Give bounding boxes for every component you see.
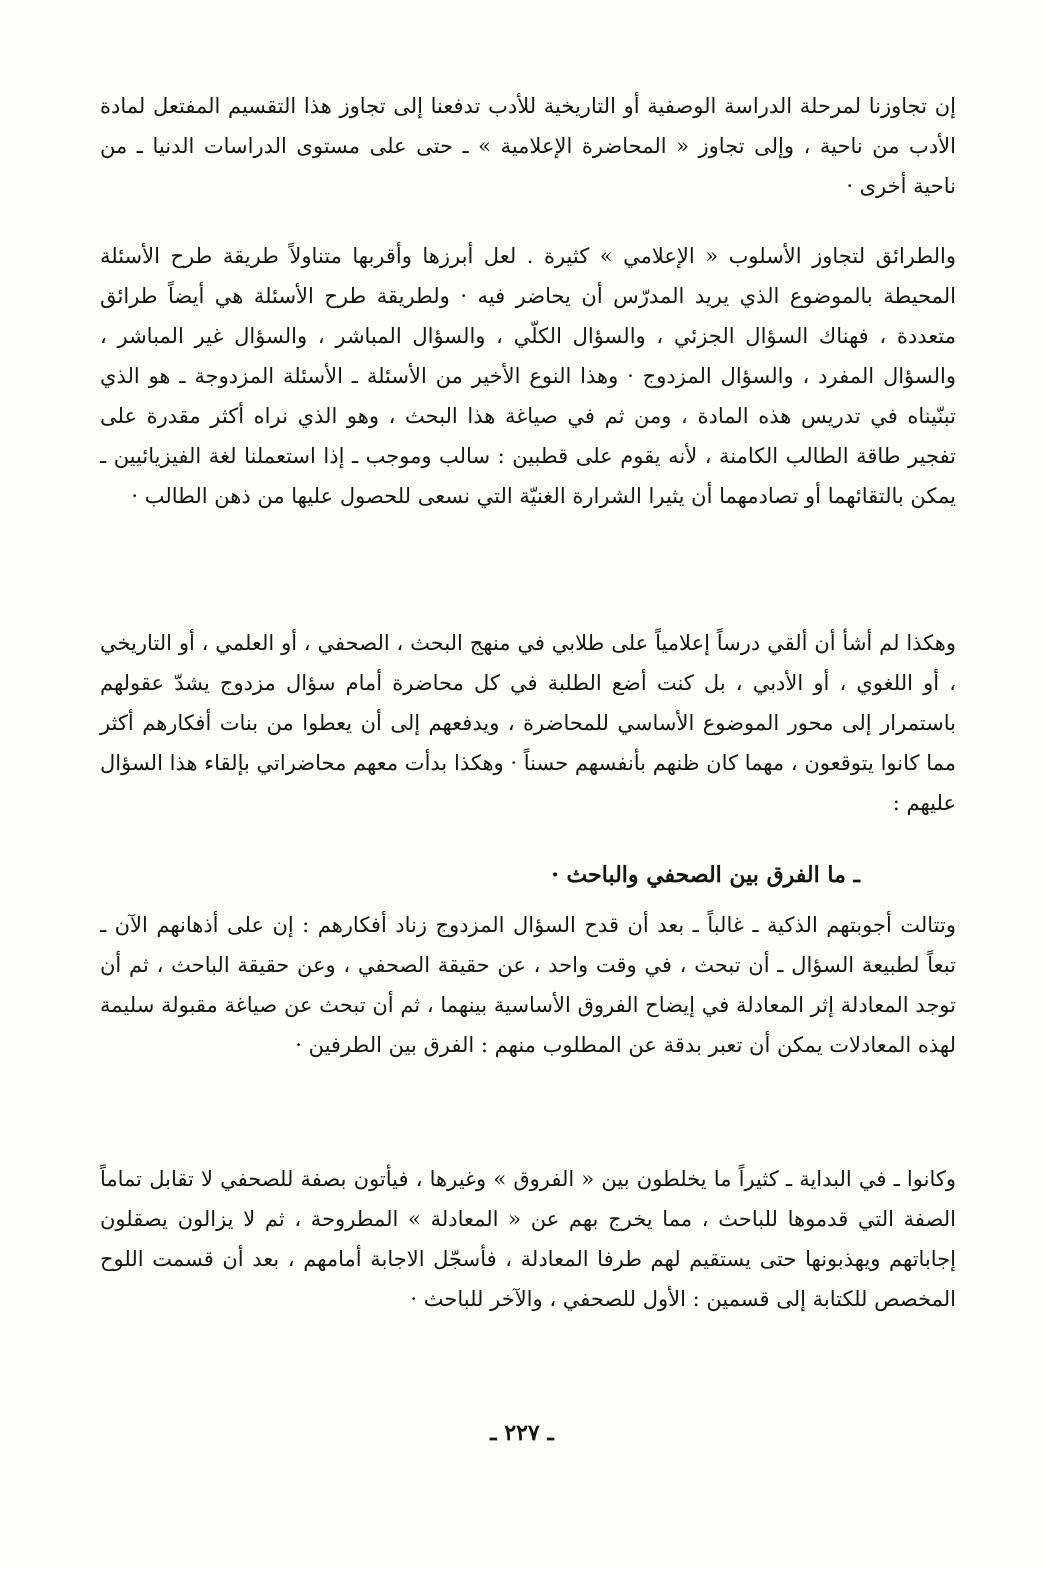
paragraph-1: إن تجاوزنا لمرحلة الدراسة الوصفية أو التاريخية للأدب تدفعنا إلى تجاوز هذا التقسيم المفتعل لمادة الأدب من ناحية ، وإلى تجاوز « المحاضرة الإعلامية » ـ حتى على مستوى الدراسات الدنيا ـ من ناحية أخرى · (100, 94, 956, 198)
paragraph-2: والطرائق لتجاوز الأسلوب « الإعلامي » كثيرة . لعل أبرزها وأقربها متناولاً طريقة طرح الأسئلة المحيطة بالموضوع الذي يريد المدرّس أن يحاضر فيه · ولطريقة طرح الأسئلة هي أيضاً طرائق متعددة ، فهناك السؤال الجزئي ، والسؤال الكلّي ، والسؤال المباشر ، والسؤال غير المباشر ، والسؤال المفرد ، والسؤال المزدوج · وهذا النوع الأخير من الأسئلة ـ الأسئلة المزدوجة ـ هو الذي تبنّيناه في تدريس هذه المادة ، ومن ثم في صياغة هذا البحث ، وهو الذي نراه أكثر مقدرة على تفجير طاقة الطالب الكامنة ، لأنه يقوم على قطبين : سالب وموجب ـ إذا استعملنا لغة الفيزيائيين ـ يمكن بالتقائهما أو تصادمهما أن يثيرا الشرارة الغنيّة التي نسعى للحصول عليها من ذهن الطالب · (100, 244, 956, 508)
paragraph-5: وكانوا ـ في البداية ـ كثيراً ما يخلطون بين « الفروق » وغيرها ، فيأتون بصفة للصحفي لا تقابل تماماً الصفة التي قدموها للباحث ، مما يخرج بهم عن « المعادلة » المطروحة ، ثم لا يزالون يصقلون إجاباتهم ويهذبونها حتى يستقيم لهم طرفا المعادلة ، فأسجّل الاجابة أمامهم ، بعد أن قسمت اللوح المخصص للكتابة إلى قسمين : الأول للصحفي ، والآخر للباحث · (100, 1167, 956, 1311)
page-number: ـ ٢٢٧ ـ (490, 1420, 554, 1446)
paragraph-3: وهكذا لم أشأ أن ألقي درساً إعلامياً على طلابي في منهج البحث ، الصحفي ، أو العلمي ، أو التاريخي ، أو اللغوي ، أو الأدبي ، بل كنت أضع الطلبة في كل محاضرة أمام سؤال مزدوج يشدّ عقولهم باستمرار إلى محور الموضوع الأساسي للمحاضرة ، ويدفعهم إلى أن يعطوا من بنات أفكارهم أكثر مما كانوا يتوقعون ، مهما كان ظنهم بأنفسهم حسناً · وهكذا بدأت معهم محاضراتي بإلقاء هذا السؤال عليهم : (100, 631, 957, 815)
section-question-heading: ـ ما الفرق بين الصحفي والباحث · (551, 862, 860, 888)
paragraph-4: وتتالت أجوبتهم الذكية ـ غالباً ـ بعد أن قدح السؤال المزدوج زناد أفكارهم : إن على أذهانهم الآن ـ تبعاً لطبيعة السؤال ـ أن تبحث ، في وقت واحد ، عن حقيقة الصحفي ، وعن حقيقة الباحث ، ثم أن توجد المعادلة إثر المعادلة في إيضاح الفروق الأساسية بينهما ، ثم أن تبحث عن صياغة مقبولة سليمة لهذه المعادلات يمكن أن تعبر بدقة عن المطلوب منهم : الفرق بين الطرفين · (100, 913, 956, 1057)
